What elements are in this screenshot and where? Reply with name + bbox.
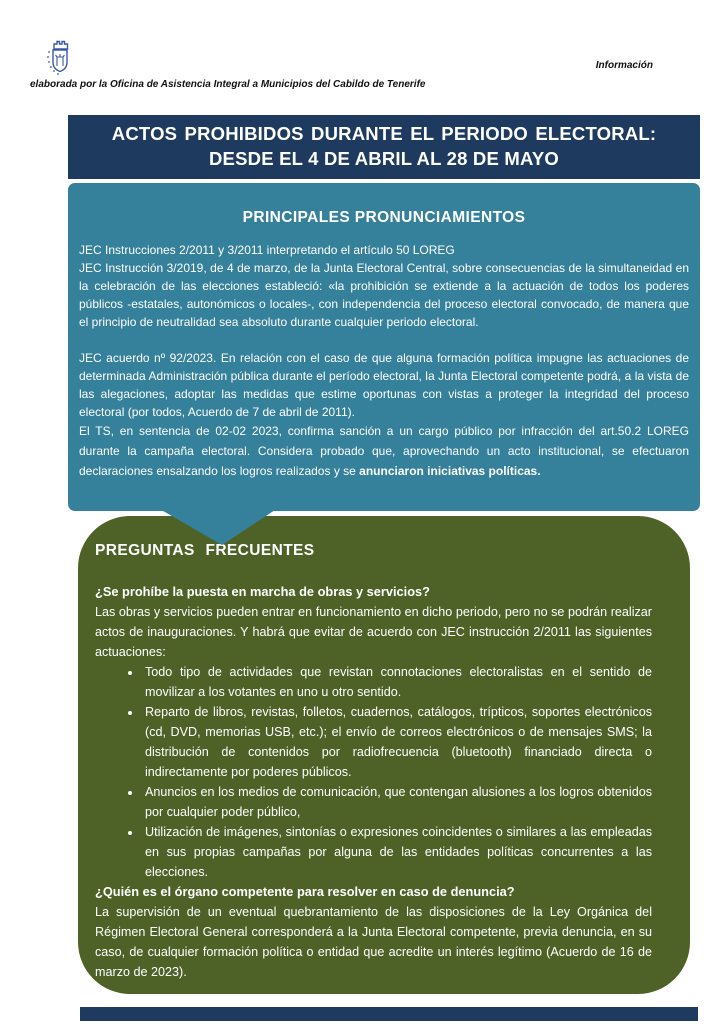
banner-line-2: DESDE EL 4 DE ABRIL AL 28 DE MAYO (209, 148, 559, 169)
faq-answer-2: La supervisión de un eventual quebrantamiento de las disposiciones de la Ley Orgánica del Régimen Electoral General corresponderá a la Junta Electoral competente, previa denuncia, en su caso, de cualquier formación política o entidad que acredite un interés legítimo (Acuerdo de 16 de marzo de 2023). (95, 905, 652, 979)
faq-bullet-list (95, 662, 652, 882)
faq-bullet-item: • Utilización de imágenes, sintonías o expresiones coincidentes o similares a las empleadas en sus propias campañas por alguna de las entidades políticas concurrentes a las elecciones. (142, 822, 652, 882)
speech-bubble-notch (158, 508, 278, 545)
paragraph-spacer (79, 331, 689, 349)
pronouncements-panel (68, 183, 700, 511)
paragraph-jec-acuerdo-92-2023: JEC acuerdo nº 92/2023. En relación con el caso de que alguna formación política impugne las actuaciones de determinada Administración pública durante el período electoral, la Junta Electoral competente podrá, a la vista de las alegaciones, adoptar las medidas que estime oportunas con vistas a proteger la integridad del proceso electoral (por todos, Acuerdo de 7 de abril de 2011). (79, 351, 689, 419)
banner-line-1: ACTOS PROHIBIDOS DURANTE EL PERIODO ELECTORAL: (111, 123, 657, 144)
faq-bullet-item: • Reparto de libros, revistas, folletos, cuadernos, catálogos, trípticos, soportes electrónicos (cd, DVD, memorias USB, etc.); el envío de correos electrónicos o de mensajes SMS; la distribución de contenidos por radiofrecuencia (bluetooth) financiado directa o indirectamente por poderes públicos. (142, 702, 652, 782)
faq-bullet-item: • Todo tipo de actividades que revistan connotaciones electoralistas en el sentido de movilizar a los votantes en uno u otro sentido. (142, 662, 652, 702)
pronouncements-title: PRINCIPALES PRONUNCIAMIENTOS (242, 209, 526, 226)
paragraph-ts-sentencia (79, 421, 689, 481)
cabildo-de-tenerife-logo-icon (44, 40, 76, 82)
ts-sentencia-bold-text: anunciaron iniciativas políticas. (359, 464, 541, 478)
footer-bar (80, 1007, 698, 1021)
prepared-by-label: elaborada por la Oficina de Asistencia Integral a Municipios del Cabildo de Tenerife (30, 79, 426, 90)
paragraph-jec-instrucciones: JEC Instrucciones 2/2011 y 3/2011 interpretando el artículo 50 LOREG (79, 243, 455, 257)
faq-panel (78, 516, 690, 994)
ts-sentencia-text: El TS, en sentencia de 02-02 2023, confirma sanción a un cargo público por infracción del art.50.2 LOREG durante la campaña electoral. Considera probado que, aprovechando un acto institucional, se efectuaron declaraciones ensalzando los logros realizados y se (79, 424, 689, 478)
faq-question-2: ¿Quién es el órgano competente para resolver en caso de denuncia? (95, 884, 515, 899)
pronouncements-body (79, 241, 689, 481)
title-banner (68, 115, 700, 179)
faq-title: PREGUNTAS FRECUENTES (95, 542, 315, 559)
paragraph-jec-instruccion-2019: JEC Instrucción 3/2019, de 4 de marzo, de la Junta Electoral Central, sobre consecuencias de la simultaneidad en la celebración de las elecciones estableció: «la prohibición se extiende a la actuación de todos los poderes públicos -estatales, autonómicos o locales-, con independencia del proceso electoral convocado, de manera que el principio de neutralidad sea absoluto durante cualquier periodo electoral. (79, 261, 689, 329)
faq-question-1: ¿Se prohíbe la puesta en marcha de obras y servicios? (95, 584, 430, 599)
faq-answer-1: Las obras y servicios pueden entrar en funcionamiento en dicho periodo, pero no se podrán realizar actos de inauguraciones. Y habrá que evitar de acuerdo con JEC instrucción 2/2011 las siguientes actuaciones: (95, 605, 652, 659)
info-label: Información (595, 60, 653, 71)
faq-bullet-item: • Anuncios en los medios de comunicación, que contengan alusiones a los logros obtenidos por cualquier poder público, (142, 782, 652, 822)
